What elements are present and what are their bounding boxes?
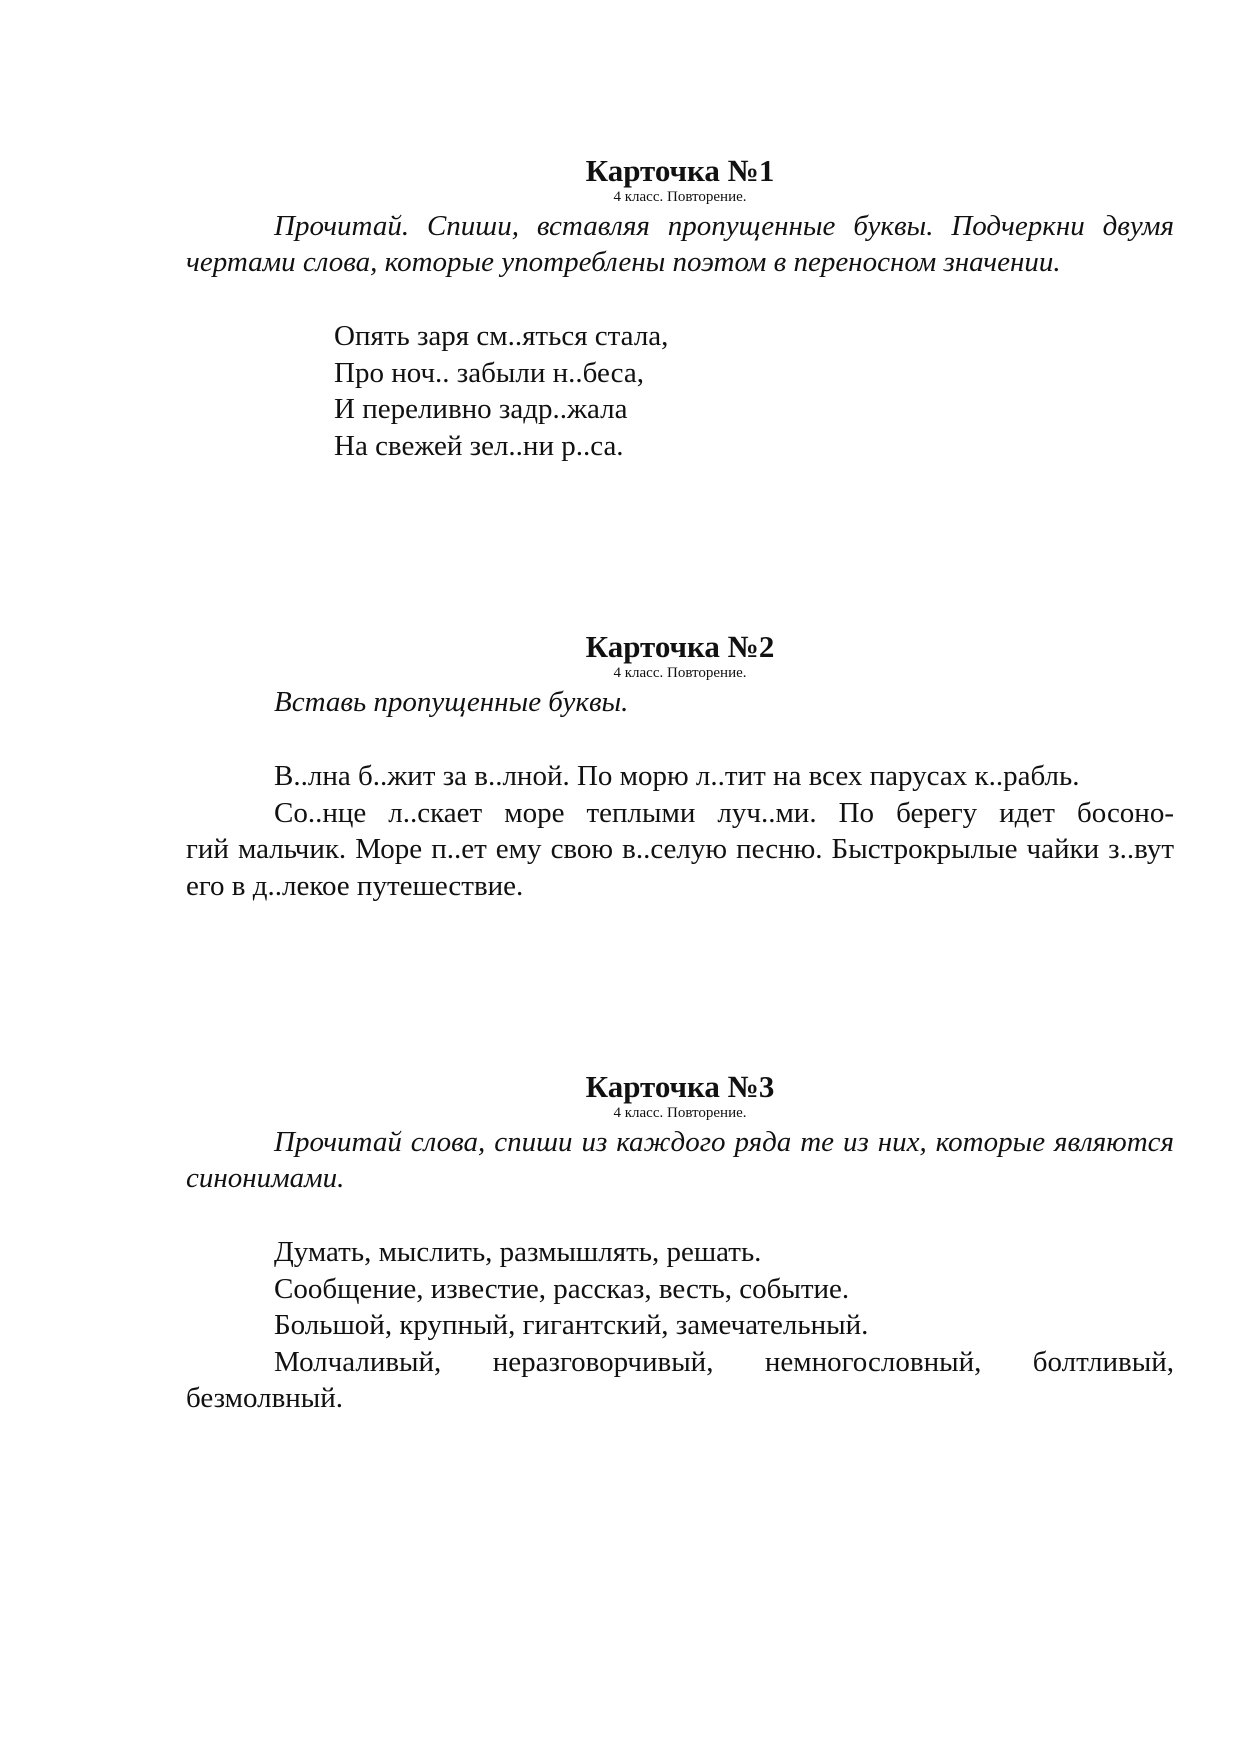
card-1-poem xyxy=(334,318,1174,464)
card-1 xyxy=(186,154,1174,464)
card-3-title: Карточка №3 xyxy=(585,1069,775,1104)
card-3 xyxy=(186,1070,1174,1417)
card-2 xyxy=(186,630,1174,904)
card-3-synonym-row: Молчаливый, неразговорчивый, немногословный, болтливый, безмолвный. xyxy=(186,1345,1174,1414)
card-2-subtitle: 4 класс. Повторение. xyxy=(613,665,747,681)
poem-line: И переливно задр..жала xyxy=(334,393,628,425)
card-2-paragraph-continuation: гий мальчик. Море п..ет ему свою в..селую песню. Быстрокрылые чайки з..вут его в д..лекое путешествие. xyxy=(186,833,1174,902)
poem-line: Про ноч.. забыли н..беса, xyxy=(334,356,644,389)
card-1-subtitle: 4 класс. Повторение. xyxy=(613,189,747,205)
card-3-instruction: Прочитай слова, спиши из каждого ряда те из них, которые являются синонимами. xyxy=(186,1126,1174,1194)
poem-line: На свежей зел..ни р..са. xyxy=(334,429,624,462)
card-2-paragraph: Со..нце л..скает море теплыми луч..ми. По берегу идет босоно- xyxy=(274,796,1174,829)
card-2-title: Карточка №2 xyxy=(585,629,775,664)
card-3-synonym-row: Большой, крупный, гигантский, замечательный. xyxy=(274,1309,869,1341)
card-3-synonym-row: Думать, мыслить, размышлять, решать. xyxy=(274,1236,762,1268)
card-2-instruction: Вставь пропущенные буквы. xyxy=(274,686,629,718)
poem-line: Опять заря см..яться стала, xyxy=(334,320,669,352)
card-3-synonym-row: Сообщение, известие, рассказ, весть, событие. xyxy=(274,1272,850,1305)
card-1-title: Карточка №1 xyxy=(585,153,775,188)
card-2-paragraph: В..лна б..жит за в..лной. По морю л..тит на всех парусах к..рабль. xyxy=(274,760,1080,792)
card-3-subtitle: 4 класс. Повторение. xyxy=(613,1105,747,1121)
card-1-instruction: Прочитай. Спиши, вставляя пропущенные буквы. Подчеркни двумя чертами слова, которые употреблены поэтом в переносном значении. xyxy=(186,210,1174,278)
